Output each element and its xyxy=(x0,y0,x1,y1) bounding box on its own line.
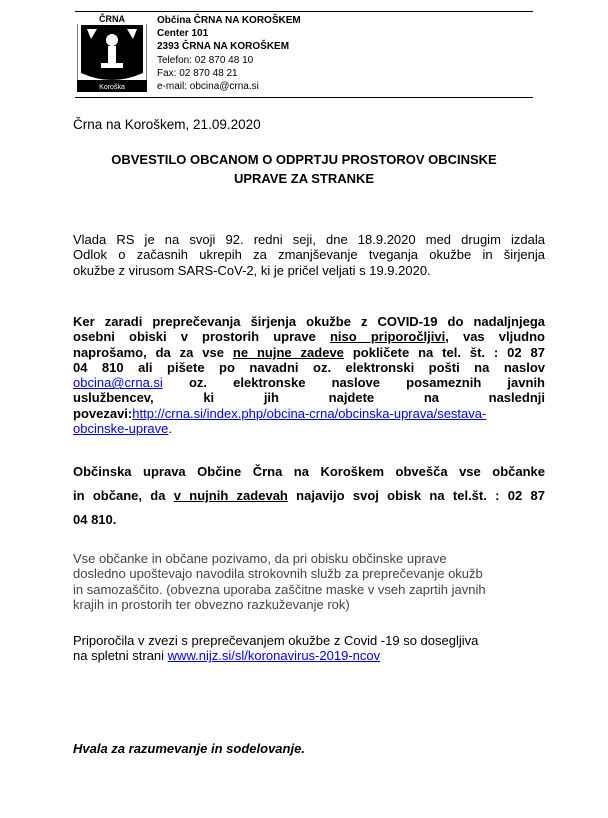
para5-line1: Priporočila v zvezi s preprečevanjem okužbe z Covid -19 so dosegljiva xyxy=(73,633,479,648)
para5-line2: na spletni strani www.nijz.si/sl/koronavirus-2019-ncov xyxy=(73,648,381,664)
para4-line2: dosledno upoštevajo navodila strokovnih služb za preprečevanje okužb xyxy=(73,566,483,582)
email: e-mail: obcina@crna.si xyxy=(157,81,259,93)
fax: Fax: 02 870 48 21 xyxy=(157,67,238,79)
para1-line3: okužbe z virusom SARS-CoV-2, ki je pričel veljati s 19.9.2020. xyxy=(73,262,431,278)
contact-block xyxy=(157,14,301,93)
para2-line8: obcinske-uprave. xyxy=(73,421,173,437)
staff-list-link-cont[interactable]: obcinske-uprave xyxy=(73,421,169,437)
para2-line7: povezavi:http://crna.si/index.php/obcina-crna/obcinska-uprava/sestava- xyxy=(73,405,487,421)
logo-bottom-text: Koroška xyxy=(99,84,125,91)
closing-line: Hvala za razumevanje in sodelovanje. xyxy=(73,741,305,756)
title-line1: OBVESTILO OBCANOM O ODPRTJU PROSTOROV OBCINSKE xyxy=(111,152,497,167)
not-recommended-emphasis: niso priporočljivi xyxy=(329,329,446,345)
paragraph-recommendations xyxy=(73,633,545,664)
org-name: Občina ČRNA NA KOROŠKEM xyxy=(157,15,301,26)
para4-line4: krajih in prostorih ter obvezno razkuževanje rok) xyxy=(73,596,350,612)
urgent-emphasis: v nujnih zadevah xyxy=(173,488,288,503)
address-line1: Center 101 xyxy=(157,28,209,40)
para2-line2: osebni obiski v prostorih uprave niso priporočljivi, vas vljudno xyxy=(73,329,545,345)
para1-line2: Odlok o začasnih ukrepih za zmanjševanje tveganja okužbe in širjenja xyxy=(73,247,545,263)
municipality-coat-of-arms xyxy=(77,13,147,92)
email-link[interactable]: obcina@crna.si xyxy=(73,375,163,391)
staff-list-link[interactable]: http://crna.si/index.php/obcina-crna/obcinska-uprava/sestava- xyxy=(132,405,487,421)
phone: Telefon: 02 870 48 10 xyxy=(157,54,254,66)
logo-top-text: ČRNA xyxy=(99,14,125,24)
para2-line3: naprošamo, da za vse ne nujne zadeve pokličete na tel. št. : 02 87 xyxy=(73,344,545,360)
paragraph-visit-restriction xyxy=(73,314,545,436)
para3-line1: Občinska uprava Občine Črna na Koroškem obvešča vse občanke xyxy=(73,464,545,479)
paragraph-urgent-matters xyxy=(73,460,545,532)
para2-line1: Ker zaradi preprečevanja širjenja okužbe z COVID-19 do nadaljnjega xyxy=(73,314,545,329)
title-line2: UPRAVE ZA STRANKE xyxy=(233,171,375,186)
para2-line4: 04 810 ali pišete po navadni oz. elektronski pošti na naslov xyxy=(73,359,545,375)
para1-line1: Vlada RS je na svoji 92. redni seji, dne 18.9.2020 med drugim izdala xyxy=(73,232,545,247)
paragraph-hygiene-rules xyxy=(73,551,545,612)
para3-line2: in občane, da v nujnih zadevah najavijo svoj obisk na tel.št. : 02 87 xyxy=(73,488,545,503)
nijz-link[interactable]: www.nijz.si/sl/koronavirus-2019-ncov xyxy=(167,648,381,664)
letterhead xyxy=(75,11,533,98)
non-urgent-emphasis: ne nujne zadeve xyxy=(232,344,344,360)
notice-title xyxy=(73,150,535,188)
para2-line6: uslužbencev, ki jih najdete na naslednji xyxy=(73,390,545,406)
date-line: Črna na Koroškem, 21.09.2020 xyxy=(73,117,261,132)
para2-line5: obcina@crna.si oz. elektronske naslove posameznih javnih xyxy=(73,375,545,391)
para4-line1: Vse občanke in občane pozivamo, da pri obisku občinske uprave xyxy=(73,551,447,566)
para3-line3: 04 810. xyxy=(73,512,117,527)
para4-line3: in samozaščito. (obvezna uporaba zaščitne maske v vseh zaprtih javnih xyxy=(73,581,486,597)
address-line2: 2393 ČRNA NA KOROŠKEM xyxy=(157,41,290,53)
paragraph-government-decree xyxy=(73,232,545,278)
